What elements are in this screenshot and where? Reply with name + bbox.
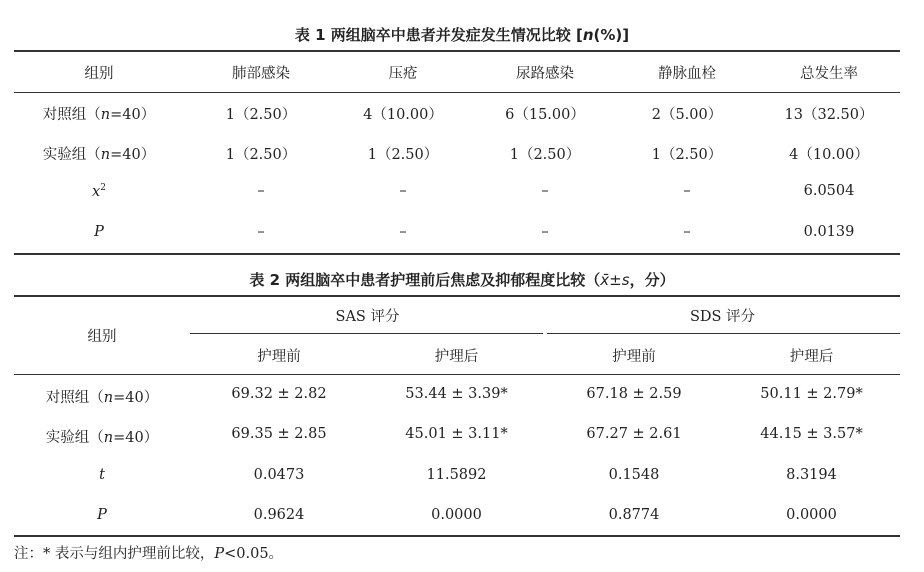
- row-label-chi-square: $x^2$: [92, 183, 106, 200]
- table1-header-pressure: 压疮: [388, 66, 418, 82]
- table-cell: 6.0504: [803, 183, 855, 199]
- table-cell: 44.15 ± 3.57*: [760, 426, 863, 442]
- row-label-experiment: 实验组（n=40）: [45, 430, 159, 446]
- table2-subheader: 护理前: [612, 349, 656, 365]
- table1-header-urinary: 尿路感染: [516, 66, 574, 82]
- table-cell: 1（2.50）: [367, 147, 439, 163]
- row-label-control: 对照组（n=40）: [42, 107, 156, 123]
- table2-header-group: 组别: [87, 329, 117, 345]
- table-footnote: 注：* 表示与组内护理前比较，P<0.05。: [14, 546, 284, 562]
- table-cell: –: [399, 183, 407, 199]
- table-cell: –: [683, 183, 691, 199]
- table2-top-rule: [14, 295, 900, 297]
- table-cell: 0.8774: [608, 507, 660, 523]
- table-cell: 6（15.00）: [505, 107, 585, 123]
- table-cell: 4（10.00）: [363, 107, 443, 123]
- table-cell: 13（32.50）: [784, 107, 874, 123]
- table-cell: 1（2.50）: [225, 107, 297, 123]
- table-cell: 45.01 ± 3.11*: [405, 426, 508, 442]
- table1-bottom-rule: [14, 253, 900, 255]
- table1-header-total: 总发生率: [800, 66, 858, 82]
- table-cell: 50.11 ± 2.79*: [760, 386, 863, 402]
- table-cell: 67.18 ± 2.59: [586, 386, 682, 402]
- table-cell: –: [257, 183, 265, 199]
- table-cell: 0.9624: [253, 507, 305, 523]
- table2-bottom-rule: [14, 535, 900, 537]
- row-label-p: P: [97, 507, 107, 523]
- table-cell: –: [541, 224, 549, 240]
- table-cell: 0.0473: [253, 467, 305, 483]
- table-cell: 53.44 ± 3.39*: [405, 386, 508, 402]
- row-label-t: t: [99, 467, 105, 483]
- table1-caption: 表 1 两组脑卒中患者并发症发生情况比较 [n(%)]: [294, 26, 630, 44]
- table-cell: 69.32 ± 2.82: [231, 386, 327, 402]
- table1-header-thrombosis: 静脉血栓: [658, 66, 716, 82]
- table-cell: 0.0139: [803, 224, 855, 240]
- table1-header-lung: 肺部感染: [232, 66, 290, 82]
- table-cell: 1（2.50）: [225, 147, 297, 163]
- table2-header-rule: [14, 374, 900, 375]
- table-cell: 2（5.00）: [651, 107, 723, 123]
- table-cell: 4（10.00）: [789, 147, 869, 163]
- table2-subheader: 护理前: [257, 349, 301, 365]
- table-cell: 11.5892: [426, 467, 487, 483]
- table-cell: –: [257, 224, 265, 240]
- row-label-experiment: 实验组（n=40）: [42, 147, 156, 163]
- table2-header-sds: SDS 评分: [689, 309, 756, 325]
- table-cell: 69.35 ± 2.85: [231, 426, 327, 442]
- table-cell: 0.0000: [431, 507, 482, 523]
- table2-subheader: 护理后: [789, 349, 834, 365]
- table-cell: 67.27 ± 2.61: [586, 426, 682, 442]
- table1-header-group: 组别: [84, 66, 114, 82]
- table2-subheader: 护理后: [434, 349, 479, 365]
- row-label-control: 对照组（n=40）: [45, 390, 159, 406]
- table-cell: –: [541, 183, 549, 199]
- table2-caption: 表 2 两组脑卒中患者护理前后焦虑及抑郁程度比较（x̄±s，分）: [249, 271, 675, 289]
- table-cell: –: [683, 224, 691, 240]
- table-cell: 1（2.50）: [651, 147, 723, 163]
- table-cell: 1（2.50）: [509, 147, 581, 163]
- table2-header-sas: SAS 评分: [335, 309, 400, 325]
- table2-sds-rule: [547, 333, 900, 334]
- row-label-p: P: [94, 224, 104, 240]
- table-cell: 0.0000: [786, 507, 837, 523]
- table-cell: 8.3194: [786, 467, 837, 483]
- table2-sas-rule: [190, 333, 543, 334]
- table1-top-rule: [14, 50, 900, 52]
- table-cell: –: [399, 224, 407, 240]
- table-cell: 0.1548: [608, 467, 660, 483]
- table1-header-rule: [14, 92, 900, 93]
